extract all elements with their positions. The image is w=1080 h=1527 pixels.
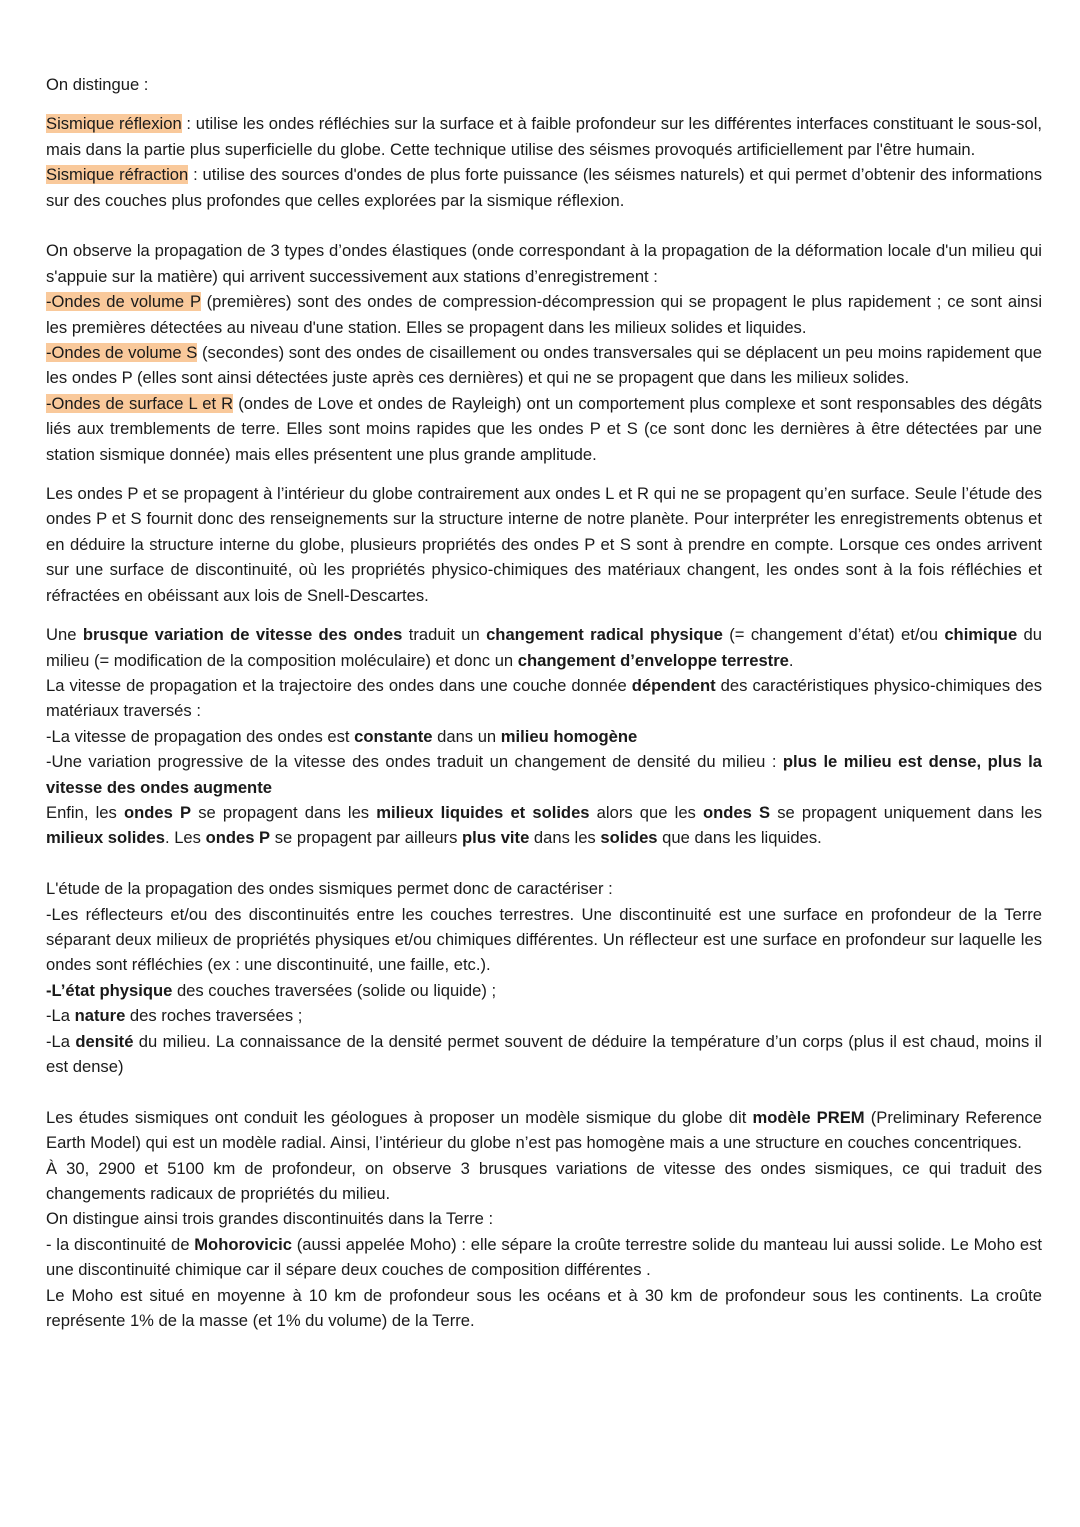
density-line (46, 1029, 1042, 1080)
waves-intro: On observe la propagation de 3 types d’ondes élastiques (onde correspondant à la propagation de la déformation locale d'un milieu qui s'appuie sur la matière) qui arrivent successivement aux stations d’enregistrement : (46, 241, 1042, 286)
text-run: -La vitesse de propagation des ondes est (46, 726, 355, 746)
wave-lr-term: -Ondes de surface L et R (46, 393, 234, 413)
refraction-paragraph (46, 162, 1042, 213)
bold-run: dépendent (631, 675, 716, 695)
progressive-line (46, 749, 1042, 800)
text-run: Une (46, 625, 83, 645)
text-run: Les études sismiques ont conduit les géologues à proposer un modèle sismique du globe dit (46, 1107, 753, 1127)
bold-run: milieux solides (46, 828, 165, 848)
text-run: -Une variation progressive de la vitesse des ondes traduit un changement de densité du milieu : (46, 752, 783, 772)
bold-run: ondes S (703, 802, 771, 822)
text-run: alors que les (589, 802, 703, 822)
text-run: (Preliminary Reference Earth Model) qui est un modèle radial. Ainsi, l’intérieur du globe n’est pas homogène mais a une structure en couches concentriques. (46, 1107, 1042, 1153)
bold-run: constante (354, 726, 433, 746)
bold-run: plus vite (461, 828, 530, 848)
text-run: . Les (164, 828, 206, 848)
text-run: se propagent par ailleurs (270, 828, 462, 848)
intro-line: On distingue : (46, 75, 149, 94)
text-run: (= changement d’état) et/ou (722, 625, 945, 645)
reflexion-text: : utilise les ondes réfléchies sur la surface et à faible profondeur sur les différentes interfaces constituant le sous-sol, mais dans la partie plus superficielle du globe. Cette technique utilise des séismes provoqués artificiellement par l'être humain. (46, 114, 1042, 159)
prem-paragraph (46, 1105, 1042, 1156)
bold-run: -L’état physique (46, 980, 173, 1000)
bold-run: nature (74, 1006, 126, 1026)
text-run: -La (46, 1006, 75, 1026)
depths-paragraph: À 30, 2900 et 5100 km de profondeur, on observe 3 brusques variations de vitesse des ondes sismiques, ce qui traduit des changements radicaux de propriétés du milieu. (46, 1158, 1042, 1204)
moho-paragraph (46, 1232, 1042, 1283)
wave-lr-text: (ondes de Love et ondes de Rayleigh) ont un comportement plus complexe et sont responsables des dégâts liés aux tremblements de terre. Elles sont moins rapides que les ondes P et S (ce sont donc les dernières à être détectées par une station sismique donnée) mais elles présentent une plus grande amplitude. (46, 393, 1042, 464)
bold-run: ondes P (205, 828, 271, 848)
bold-run: chimique (944, 625, 1018, 645)
bold-run: milieu homogène (500, 726, 638, 746)
wave-s-text: (secondes) sont des ondes de cisaillement ou ondes transversales qui se déplacent un peu moins rapidement que les ondes P (elles sont ainsi détectées juste après ces dernières) et qui ne se propagent que dans les milieux solides. (46, 343, 1043, 388)
text-run: . (788, 650, 794, 670)
bold-run: changement d’enveloppe terrestre (517, 650, 789, 670)
constant-line (46, 724, 1042, 749)
bold-run: brusque variation de vitesse des ondes (82, 625, 403, 645)
text-run: -La (46, 1031, 76, 1051)
text-run: se propagent uniquement dans les (770, 802, 1043, 822)
variation-paragraph (46, 622, 1042, 673)
wave-p-term: -Ondes de volume P (46, 292, 201, 312)
bold-run: changement radical physique (486, 625, 723, 645)
bold-run: solides (600, 828, 658, 848)
bold-run: densité (75, 1031, 134, 1051)
text-run: - la discontinuité de (46, 1234, 195, 1254)
text-run: La vitesse de propagation et la trajectoire des ondes dans une couche donnée (46, 675, 632, 695)
reflectors-line: -Les réflecteurs et/ou des discontinuités entre les couches terrestres. Une discontinuité est une surface en profondeur de la Terre séparant deux milieux de propriétés physiques et/ou chimiques différentes. Un réflecteur est une surface en profondeur sur laquelle les ondes sont réfléchies (ex : une discontinuité, une faille, etc.). (46, 904, 1042, 975)
text-run: que dans les liquides. (657, 828, 822, 848)
reflexion-term: Sismique réflexion (46, 114, 182, 134)
refraction-text: : utilise des sources d'ondes de plus forte puissance (les séismes naturels) et qui permet d’obtenir des informations sur des couches plus profondes que celles explorées par la sismique réflexion. (46, 165, 1042, 210)
three-discontinuities-line: On distingue ainsi trois grandes discontinuités dans la Terre : (46, 1209, 494, 1229)
bold-run: plus le milieu est dense, plus la vitesse des ondes augmente (46, 752, 1042, 797)
bold-run: Mohorovicic (194, 1234, 292, 1254)
wave-lr-paragraph (46, 391, 1042, 467)
text-run: du milieu. La connaissance de la densité permet souvent de déduire la température d’un corps (plus il est chaud, moins il est dense) (46, 1031, 1042, 1076)
wave-p-paragraph (46, 289, 1042, 340)
bold-run: modèle PREM (752, 1107, 865, 1127)
finally-paragraph (46, 800, 1042, 851)
refraction-term: Sismique réfraction (46, 165, 189, 185)
text-run: du milieu (= modification de la composition moléculaire) et donc un (46, 625, 1042, 670)
bold-run: milieux liquides et solides (376, 802, 590, 822)
nature-line (46, 1003, 1042, 1028)
text-run: des caractéristiques physico-chimiques des matériaux traversés : (46, 675, 1042, 721)
wave-s-term: -Ondes de volume S (46, 343, 198, 363)
text-run: traduit un (402, 625, 487, 645)
interior-paragraph: Les ondes P et se propagent à l’intérieur du globe contrairement aux ondes L et R qui ne se propagent qu’en surface. Seule l’étude des ondes P et S fournit donc des renseignements sur la structure interne de notre planète. Pour interpréter les enregistrements obtenus et en déduire la structure interne du globe, plusieurs propriétés des ondes P et S sont à prendre en compte. Lorsque ces ondes arrivent sur une surface de discontinuité, où les propriétés physico-chimiques des matériaux changent, les ondes sont à la fois réfléchies et réfractées en obéissant aux lois de Snell-Descartes. (46, 484, 1042, 605)
characterize-intro: L'étude de la propagation des ondes sismiques permet donc de caractériser : (46, 879, 613, 899)
text-run: (aussi appelée Moho) : elle sépare la croûte terrestre solide du manteau lui aussi solide. Le Moho est une discontinuité chimique car il sépare deux couches de composition différentes . (46, 1234, 1042, 1280)
moho-depth-paragraph: Le Moho est situé en moyenne à 10 km de profondeur sous les océans et à 30 km de profondeur sous les continents. La croûte représente 1% de la masse (et 1% du volume) de la Terre. (46, 1285, 1042, 1331)
depend-paragraph (46, 673, 1042, 724)
wave-s-paragraph (46, 340, 1042, 391)
bold-run: ondes P (123, 802, 192, 822)
text-run: des roches traversées ; (125, 1006, 303, 1026)
text-run: se propagent dans les (191, 802, 377, 822)
wave-p-text: (premières) sont des ondes de compression-décompression qui se propagent le plus rapidement ; ce sont ainsi les premières détectées au niveau d'une station. Elles se propagent dans les milieux solides et liquides. (46, 292, 1043, 337)
document-page (46, 72, 1042, 1333)
reflexion-paragraph (46, 111, 1042, 162)
text-run: Enfin, les (46, 802, 124, 822)
text-run: dans les (529, 828, 601, 848)
text-run: des couches traversées (solide ou liquide) ; (172, 980, 497, 1000)
text-run: dans un (432, 726, 501, 746)
state-line (46, 978, 1042, 1003)
